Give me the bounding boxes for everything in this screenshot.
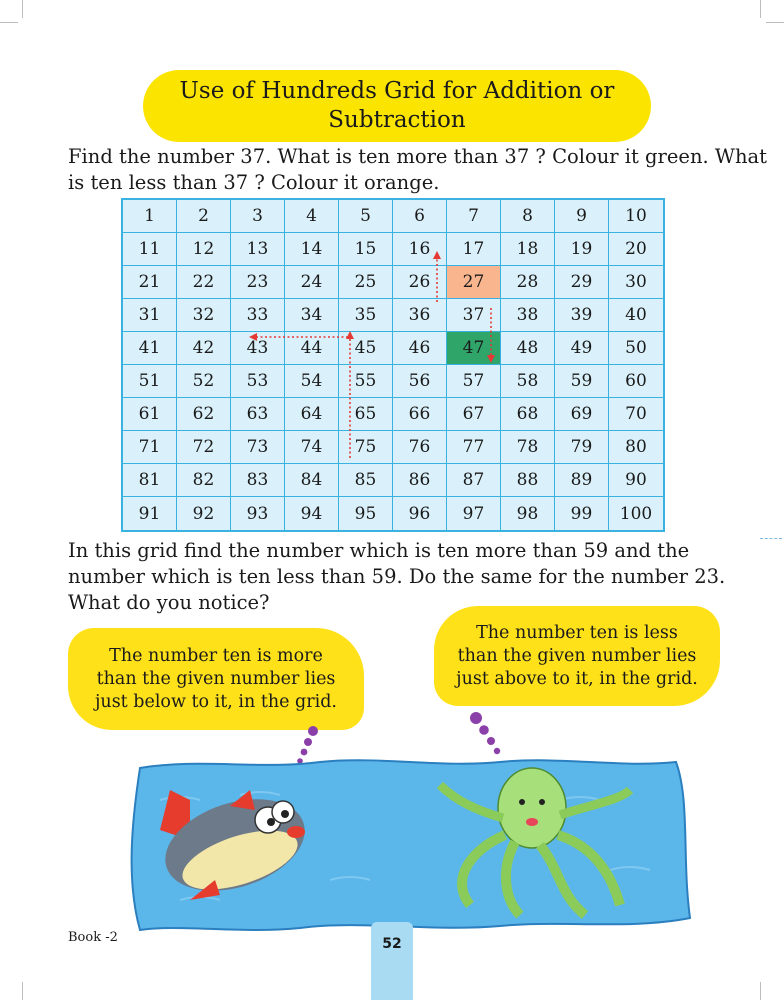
book-label: Book -2 [68, 930, 118, 945]
grid-cell-6: 6 [393, 200, 447, 233]
grid-cell-32: 32 [177, 299, 231, 332]
title-line-1: Use of Hundreds Grid for Addition or [179, 78, 615, 104]
grid-cell-16: 16 [393, 233, 447, 266]
grid-cell-36: 36 [393, 299, 447, 332]
grid-cell-98: 98 [501, 497, 555, 530]
grid-cell-7: 7 [447, 200, 501, 233]
grid-cell-15: 15 [339, 233, 393, 266]
grid-cell-93: 93 [231, 497, 285, 530]
page-number: 52 [371, 922, 413, 1000]
grid-cell-44: 44 [285, 332, 339, 365]
grid-cell-59: 59 [555, 365, 609, 398]
grid-cell-85: 85 [339, 464, 393, 497]
grid-cell-30: 30 [609, 266, 663, 299]
grid-cell-42: 42 [177, 332, 231, 365]
grid-cell-35: 35 [339, 299, 393, 332]
grid-cell-74: 74 [285, 431, 339, 464]
grid-cell-13: 13 [231, 233, 285, 266]
grid-cell-12: 12 [177, 233, 231, 266]
grid-cell-80: 80 [609, 431, 663, 464]
grid-cell-88: 88 [501, 464, 555, 497]
grid-cell-73: 73 [231, 431, 285, 464]
grid-cell-8: 8 [501, 200, 555, 233]
grid-cell-55: 55 [339, 365, 393, 398]
grid-cell-17: 17 [447, 233, 501, 266]
grid-cell-65: 65 [339, 398, 393, 431]
grid-cell-25: 25 [339, 266, 393, 299]
grid-cell-76: 76 [393, 431, 447, 464]
grid-cell-24: 24 [285, 266, 339, 299]
grid-cell-46: 46 [393, 332, 447, 365]
bubble-right-line-3: just above to it, in the grid. [456, 668, 698, 689]
bubble-left-line-2: than the given number lies [96, 668, 336, 689]
grid-cell-4: 4 [285, 200, 339, 233]
grid-cell-43: 43 [231, 332, 285, 365]
grid-cell-54: 54 [285, 365, 339, 398]
grid-cell-62: 62 [177, 398, 231, 431]
bubble-left-line-3: just below to it, in the grid. [95, 691, 337, 712]
grid-cell-71: 71 [123, 431, 177, 464]
grid-cell-41: 41 [123, 332, 177, 365]
bubble-left-line-1: The number ten is more [109, 645, 323, 666]
grid-cell-90: 90 [609, 464, 663, 497]
grid-cell-69: 69 [555, 398, 609, 431]
grid-cell-79: 79 [555, 431, 609, 464]
grid-cell-9: 9 [555, 200, 609, 233]
grid-cell-91: 91 [123, 497, 177, 530]
grid-cell-82: 82 [177, 464, 231, 497]
intro-line-1: Find the number 37. What is ten more than 37 ? Colour it green. What [68, 145, 767, 168]
grid-cell-75: 75 [339, 431, 393, 464]
question-line-3: What do you notice? [68, 591, 270, 614]
grid-cell-28: 28 [501, 266, 555, 299]
grid-cell-33: 33 [231, 299, 285, 332]
grid-cell-94: 94 [285, 497, 339, 530]
title-line-2: Subtraction [328, 107, 466, 133]
grid-cell-29: 29 [555, 266, 609, 299]
grid-cell-14: 14 [285, 233, 339, 266]
grid-cell-48: 48 [501, 332, 555, 365]
grid-cell-70: 70 [609, 398, 663, 431]
grid-cell-68: 68 [501, 398, 555, 431]
grid-cell-72: 72 [177, 431, 231, 464]
grid-cell-3: 3 [231, 200, 285, 233]
grid-cell-87: 87 [447, 464, 501, 497]
grid-cell-19: 19 [555, 233, 609, 266]
grid-cell-66: 66 [393, 398, 447, 431]
grid-cell-84: 84 [285, 464, 339, 497]
grid-cell-10: 10 [609, 200, 663, 233]
grid-cell-51: 51 [123, 365, 177, 398]
grid-cell-5: 5 [339, 200, 393, 233]
grid-cell-23: 23 [231, 266, 285, 299]
grid-cell-27: 27 [447, 266, 501, 299]
grid-cell-97: 97 [447, 497, 501, 530]
grid-cell-56: 56 [393, 365, 447, 398]
grid-cell-78: 78 [501, 431, 555, 464]
grid-cell-64: 64 [285, 398, 339, 431]
grid-cell-99: 99 [555, 497, 609, 530]
grid-cell-39: 39 [555, 299, 609, 332]
grid-cell-86: 86 [393, 464, 447, 497]
grid-cell-37: 37 [447, 299, 501, 332]
grid-cell-2: 2 [177, 200, 231, 233]
grid-cell-95: 95 [339, 497, 393, 530]
grid-cell-26: 26 [393, 266, 447, 299]
grid-cell-92: 92 [177, 497, 231, 530]
bubble-right-line-1: The number ten is less [476, 622, 678, 643]
grid-cell-53: 53 [231, 365, 285, 398]
grid-cell-47: 47 [447, 332, 501, 365]
question-line-2: number which is ten less than 59. Do the same for the number 23. [68, 565, 726, 588]
grid-cell-21: 21 [123, 266, 177, 299]
grid-cell-89: 89 [555, 464, 609, 497]
grid-cell-57: 57 [447, 365, 501, 398]
grid-cell-20: 20 [609, 233, 663, 266]
grid-cell-52: 52 [177, 365, 231, 398]
grid-cell-63: 63 [231, 398, 285, 431]
grid-cell-83: 83 [231, 464, 285, 497]
question-line-1: In this grid find the number which is ten more than 59 and the [68, 539, 690, 562]
grid-cell-18: 18 [501, 233, 555, 266]
grid-cell-1: 1 [123, 200, 177, 233]
grid-cell-58: 58 [501, 365, 555, 398]
grid-cell-49: 49 [555, 332, 609, 365]
grid-cell-45: 45 [339, 332, 393, 365]
grid-cell-61: 61 [123, 398, 177, 431]
bubble-right-line-2: than the given number lies [457, 645, 697, 666]
grid-cell-22: 22 [177, 266, 231, 299]
intro-line-2: is ten less than 37 ? Colour it orange. [68, 171, 440, 194]
grid-cell-38: 38 [501, 299, 555, 332]
grid-cell-50: 50 [609, 332, 663, 365]
grid-cell-96: 96 [393, 497, 447, 530]
grid-cell-67: 67 [447, 398, 501, 431]
grid-cell-40: 40 [609, 299, 663, 332]
grid-cell-31: 31 [123, 299, 177, 332]
grid-cell-81: 81 [123, 464, 177, 497]
grid-cell-11: 11 [123, 233, 177, 266]
grid-cell-77: 77 [447, 431, 501, 464]
grid-cell-34: 34 [285, 299, 339, 332]
grid-cell-100: 100 [619, 503, 653, 524]
grid-cell-60: 60 [609, 365, 663, 398]
